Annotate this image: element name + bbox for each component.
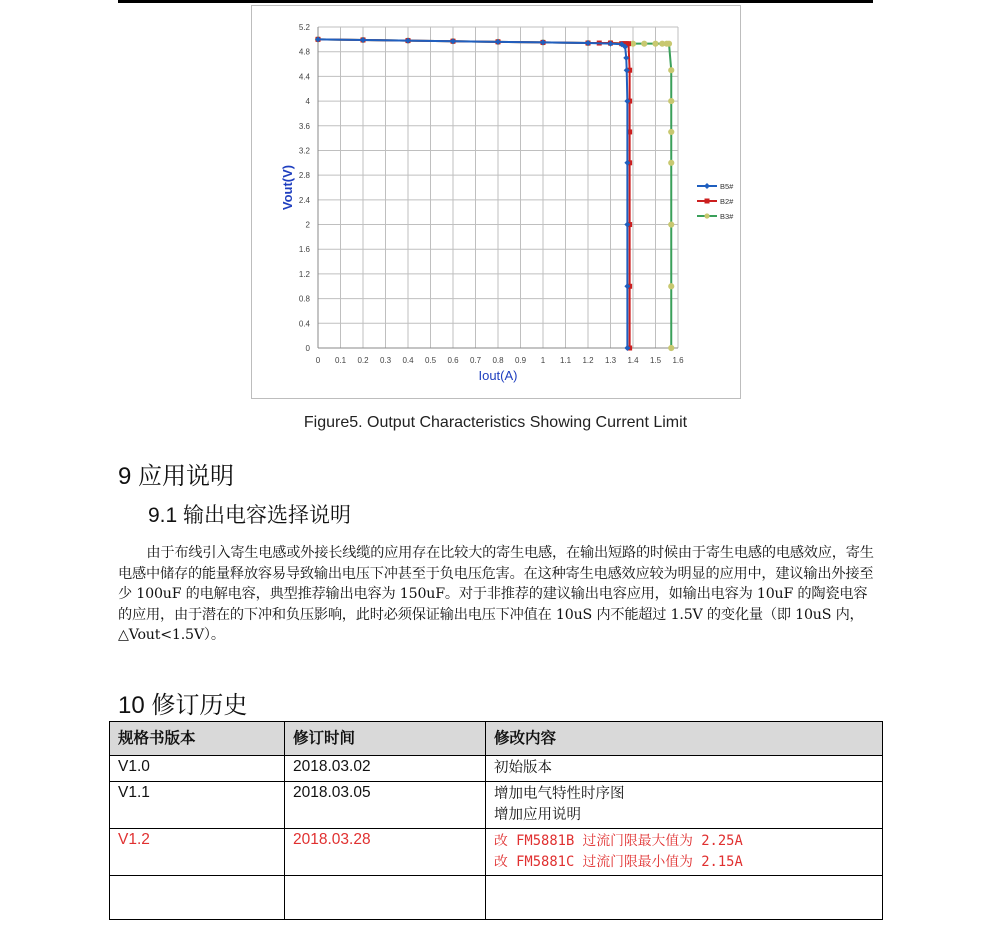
x-tick-label: 1.2 (582, 356, 594, 365)
table-row (110, 782, 883, 829)
change-line: 增加应用说明 (494, 807, 581, 823)
cell-version: V1.1 (110, 782, 285, 829)
legend-label: B2# (720, 197, 734, 206)
y-axis-label: Vout(V) (280, 164, 295, 211)
cell-date: 2018.03.05 (285, 782, 486, 829)
table-row (110, 829, 883, 876)
legend-label: B3# (720, 212, 734, 221)
x-tick-label: 1.6 (672, 356, 684, 365)
x-tick-label: 0.4 (402, 356, 414, 365)
data-point (669, 222, 674, 227)
cell-changes (486, 782, 883, 829)
x-tick-label: 0.6 (447, 356, 459, 365)
cell-changes (486, 876, 883, 920)
x-tick-label: 0.5 (424, 356, 437, 365)
legend-label: B5# (720, 182, 734, 191)
change-line: 增加电气特性时序图 (494, 786, 625, 802)
data-point (669, 160, 674, 165)
data-point (653, 41, 658, 46)
section-9-1-paragraph: 由于布线引入寄生电感或外接长线缆的应用存在比较大的寄生电感，在输出短路的时候由于寄生电感的电感效应，寄生电感中储存的能量释放容易导致输出电压下冲甚至于负电压危害。在这种寄生电感效应较为明显的应用中，建议输出外接至少 100uF 的电解电容，典型推荐输出电容为 150uF。对于非推荐的建议输出电容应用，如输出电容为 10uF 的陶瓷电容的应用，由于潜在的下冲和负压影响，此时必须保证输出电压下冲值在 10uS 内不能超过 1.5V 的变化量（即 10uS 内，△Vout<1.5V）。 (118, 545, 874, 644)
data-point (669, 129, 674, 134)
cell-version (110, 876, 285, 920)
top-rule (118, 0, 873, 3)
header-changes: 修改内容 (486, 722, 883, 756)
data-point (666, 41, 671, 46)
cell-changes (486, 756, 883, 782)
y-tick-label: 0.8 (298, 294, 310, 304)
x-tick-label: 0.8 (492, 356, 504, 365)
x-tick-label: 0.9 (514, 356, 527, 365)
section-9-1-heading: 9.1 输出电容选择说明 (148, 504, 352, 527)
y-tick-label: 4.4 (298, 72, 310, 82)
x-tick-label: 1.4 (627, 356, 639, 365)
legend-marker (704, 213, 709, 218)
x-tick-label: 1.1 (559, 356, 572, 365)
header-version: 规格书版本 (110, 722, 285, 756)
y-tick-label: 0.4 (298, 319, 310, 329)
cell-changes (486, 829, 883, 876)
change-line: 改 FM5881C 过流门限最小值为 2.15A (494, 854, 743, 870)
y-tick-label: 5.2 (298, 23, 310, 32)
series-line-B5 (318, 39, 627, 348)
y-tick-label: 2 (305, 220, 310, 230)
x-tick-label: 0.2 (357, 356, 369, 365)
x-tick-label: 0.3 (379, 356, 392, 365)
chart-svg (252, 6, 740, 398)
change-line: 初始版本 (494, 760, 552, 776)
section-10-heading: 10 修订历史 (118, 692, 248, 719)
y-tick-label: 1.6 (298, 245, 310, 255)
cell-date: 2018.03.02 (285, 756, 486, 782)
y-tick-label: 0 (305, 344, 310, 353)
x-tick-label: 1.3 (604, 356, 617, 365)
y-tick-label: 4.8 (298, 47, 310, 57)
change-line: 改 FM5881B 过流门限最大值为 2.25A (494, 833, 743, 849)
x-tick-label: 0 (315, 356, 321, 365)
y-tick-label: 3.2 (298, 146, 310, 156)
x-tick-label: 0.7 (469, 356, 482, 365)
y-tick-label: 4 (305, 97, 310, 107)
y-tick-label: 2.4 (298, 195, 310, 205)
data-point (669, 345, 674, 350)
legend-marker (705, 199, 710, 204)
y-tick-label: 1.2 (298, 269, 310, 279)
data-point (669, 284, 674, 289)
data-point (642, 41, 647, 46)
x-tick-label: 1.5 (649, 356, 662, 365)
table-header-row (110, 722, 883, 756)
figure-caption: Figure5. Output Characteristics Showing Current Limit (303, 414, 688, 431)
data-point (630, 41, 635, 46)
revision-history-table (109, 721, 883, 920)
data-point (669, 68, 674, 73)
x-axis-label: Iout(A) (478, 368, 518, 383)
cell-version: V1.2 (110, 829, 285, 876)
output-characteristics-chart (251, 5, 741, 399)
y-tick-label: 2.8 (298, 171, 310, 181)
header-date: 修订时间 (285, 722, 486, 756)
cell-version: V1.0 (110, 756, 285, 782)
cell-date: 2018.03.28 (285, 829, 486, 876)
table-row (110, 756, 883, 782)
table-row (110, 876, 883, 920)
series-line-B2 (318, 39, 630, 348)
x-tick-label: 0.1 (334, 356, 347, 365)
cell-date (285, 876, 486, 920)
section-9-heading: 9 应用说明 (118, 463, 235, 490)
legend-marker (704, 183, 710, 189)
x-tick-label: 1 (540, 356, 546, 365)
series-line-B3 (318, 39, 671, 348)
data-point (669, 98, 674, 103)
y-tick-label: 3.6 (298, 121, 310, 131)
